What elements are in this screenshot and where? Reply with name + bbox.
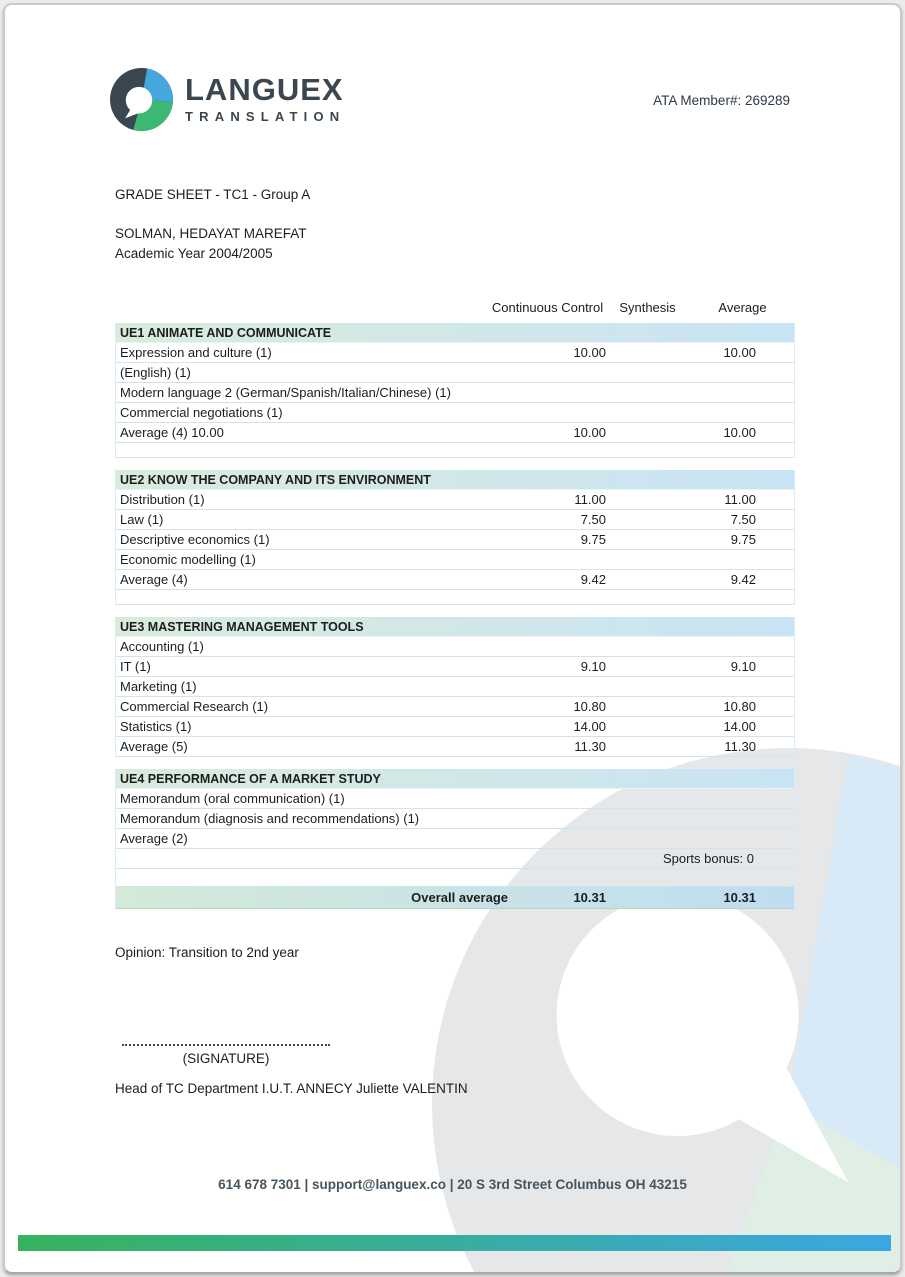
continuous-control-value	[491, 637, 606, 656]
average-value: 10.00	[723, 345, 756, 360]
table-row	[116, 677, 794, 697]
average-value: 9.10	[730, 659, 756, 674]
spacer-row	[116, 869, 794, 887]
table-row	[116, 423, 794, 443]
section-header: UE2 KNOW THE COMPANY AND ITS ENVIRONMENT	[116, 470, 794, 490]
row-label: Marketing (1)	[120, 679, 197, 694]
row-label: Modern language 2 (German/Spanish/Italian/Chinese) (1)	[120, 385, 451, 400]
synthesis-value	[606, 809, 691, 828]
overall-average-label: Overall average	[411, 890, 508, 905]
continuous-control-value: 10.00	[573, 425, 606, 440]
synthesis-value	[606, 403, 691, 422]
average-value	[691, 550, 796, 569]
row-label: Expression and culture (1)	[120, 345, 272, 360]
synthesis-value	[606, 737, 691, 756]
synthesis-value	[606, 383, 691, 402]
student-name: SOLMAN, HEDAYAT MAREFAT	[115, 226, 307, 241]
table-row	[116, 737, 794, 757]
continuous-control-value: 11.00	[574, 492, 606, 507]
average-value: 9.42	[730, 572, 756, 587]
table-row	[116, 637, 794, 657]
continuous-control-value	[491, 677, 606, 696]
row-label: IT (1)	[120, 659, 151, 674]
continuous-control-value: 10.00	[573, 345, 606, 360]
synthesis-value	[606, 829, 691, 848]
spacer-row	[116, 443, 794, 458]
table-row	[116, 510, 794, 530]
average-value: 9.75	[730, 532, 756, 547]
synthesis-value	[606, 697, 691, 716]
continuous-control-value	[491, 789, 606, 808]
continuous-control-value: 7.50	[580, 512, 606, 527]
synthesis-value	[606, 637, 691, 656]
continuous-control-value: 14.00	[573, 719, 606, 734]
synthesis-value	[606, 677, 691, 696]
average-value	[691, 809, 796, 828]
table-row	[116, 403, 794, 423]
average-value	[691, 789, 796, 808]
table-row	[116, 383, 794, 403]
footer-contact: 614 678 7301 | support@languex.co | 20 S 3rd Street Columbus OH 43215	[218, 1177, 687, 1192]
synthesis-value	[606, 530, 691, 549]
synthesis-value	[606, 789, 691, 808]
synthesis-value	[606, 343, 691, 362]
section-header: UE4 PERFORMANCE OF A MARKET STUDY	[116, 769, 794, 789]
spacer-row	[116, 590, 794, 605]
synthesis-value	[606, 363, 691, 382]
average-value	[691, 363, 796, 382]
average-value: 11.00	[724, 492, 756, 507]
table-row	[116, 789, 794, 809]
row-label: Distribution (1)	[120, 492, 205, 507]
brand-tagline: TRANSLATION	[185, 109, 346, 124]
continuous-control-value: 9.75	[580, 532, 606, 547]
brand-name: LANGUEX	[185, 72, 344, 107]
signature-label: (SIGNATURE)	[182, 1051, 270, 1066]
average-value: 11.30	[724, 739, 756, 754]
synthesis-value	[606, 717, 691, 736]
department-head-line: Head of TC Department I.U.T. ANNECY Juliette VALENTIN	[115, 1081, 468, 1096]
table-section	[115, 470, 795, 605]
row-label: Economic modelling (1)	[120, 552, 256, 567]
table-row	[116, 363, 794, 383]
overall-continuous-control-value: 10.31	[573, 890, 606, 905]
synthesis-value	[606, 657, 691, 676]
continuous-control-value	[491, 829, 606, 848]
row-label: Average (2)	[120, 831, 188, 846]
academic-year: Academic Year 2004/2005	[115, 246, 273, 261]
table-row	[116, 809, 794, 829]
continuous-control-value: 10.80	[573, 699, 606, 714]
overall-synthesis-value	[606, 887, 691, 908]
synthesis-value	[606, 570, 691, 589]
table-column-headers	[115, 300, 795, 315]
average-value	[691, 403, 796, 422]
column-header-average: Average	[718, 300, 767, 315]
table-row	[116, 490, 794, 510]
table-row	[116, 343, 794, 363]
brand-logo	[110, 68, 345, 131]
row-label: Memorandum (oral communication) (1)	[120, 791, 345, 806]
average-value: 10.80	[723, 699, 756, 714]
opinion-line: Opinion: Transition to 2nd year	[115, 945, 299, 960]
table-row	[116, 717, 794, 737]
continuous-control-value	[491, 550, 606, 569]
brand-logo-icon	[110, 68, 173, 131]
average-value	[691, 383, 796, 402]
table-row	[116, 657, 794, 677]
table-row	[116, 550, 794, 570]
section-header: UE3 MASTERING MANAGEMENT TOOLS	[116, 617, 794, 637]
footer-gradient-bar	[18, 1235, 891, 1251]
synthesis-value	[606, 490, 691, 509]
table-row	[116, 530, 794, 550]
row-label: Descriptive economics (1)	[120, 532, 270, 547]
row-label: Average (4)	[120, 572, 188, 587]
sports-bonus-row: Sports bonus: 0	[116, 849, 794, 869]
continuous-control-value	[491, 363, 606, 382]
row-label: (English) (1)	[120, 365, 191, 380]
signature-block	[122, 1044, 330, 1066]
document-page	[3, 3, 902, 1274]
synthesis-value	[606, 550, 691, 569]
continuous-control-value: 9.10	[580, 659, 606, 674]
average-value: 7.50	[730, 512, 756, 527]
table-row	[116, 697, 794, 717]
synthesis-value	[606, 510, 691, 529]
row-label: Law (1)	[120, 512, 164, 527]
table-row	[116, 829, 794, 849]
column-header-synthesis: Synthesis	[619, 300, 676, 315]
synthesis-value	[606, 423, 691, 442]
brand-logo-text	[185, 72, 346, 124]
overall-average-row	[115, 887, 795, 909]
continuous-control-value: 9.42	[580, 572, 606, 587]
row-label: Average (4) 10.00	[120, 425, 224, 440]
label-column-spacer	[115, 300, 490, 315]
average-value	[691, 637, 796, 656]
table-row	[116, 570, 794, 590]
row-label: Memorandum (diagnosis and recommendations) (1)	[120, 811, 420, 826]
document-title: GRADE SHEET - TC1 - Group A	[115, 187, 311, 202]
row-label: Accounting (1)	[120, 639, 204, 654]
table-section	[115, 617, 795, 757]
average-value	[691, 677, 796, 696]
average-value: 10.00	[723, 425, 756, 440]
signature-line	[122, 1044, 330, 1046]
row-label: Commercial Research (1)	[120, 699, 269, 714]
ata-member-number: ATA Member#: 269289	[653, 93, 790, 108]
overall-average-value: 10.31	[723, 890, 756, 905]
row-label: Average (5)	[120, 739, 188, 754]
row-label: Statistics (1)	[120, 719, 192, 734]
section-header: UE1 ANIMATE AND COMMUNICATE	[116, 323, 794, 343]
continuous-control-value	[491, 809, 606, 828]
column-header-continuous-control: Continuous Control	[491, 300, 604, 315]
table-section	[115, 769, 795, 887]
continuous-control-value	[491, 383, 606, 402]
average-value	[691, 829, 796, 848]
continuous-control-value: 11.30	[574, 739, 606, 754]
average-value: 14.00	[723, 719, 756, 734]
table-section	[115, 323, 795, 458]
grade-table	[115, 323, 795, 909]
continuous-control-value	[491, 403, 606, 422]
row-label: Commercial negotiations (1)	[120, 405, 283, 420]
